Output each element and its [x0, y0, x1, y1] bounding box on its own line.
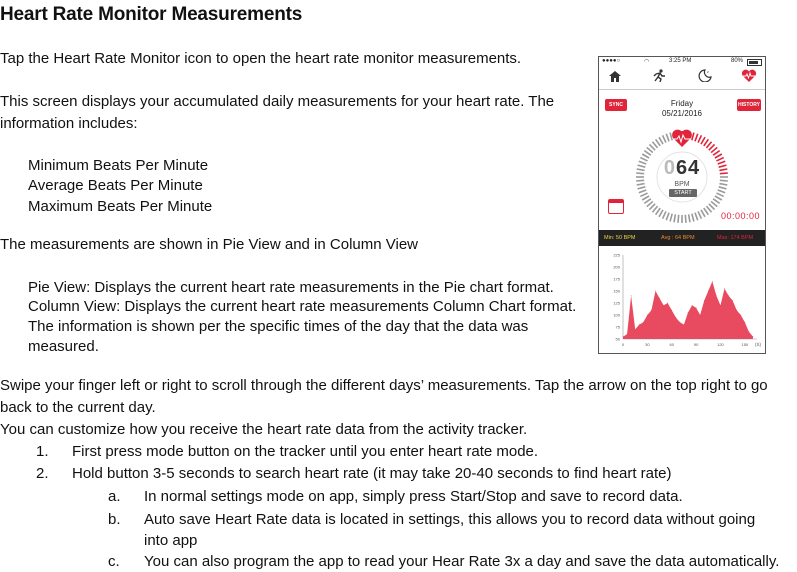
screen-description-line-1: This screen displays your accumulated daily measurements for your heart rate. The — [0, 93, 555, 110]
heart-rate-number: 64 — [675, 157, 701, 179]
dial-tick — [652, 142, 657, 148]
x-tick-label: 60 — [669, 342, 674, 347]
dial-tick — [666, 213, 669, 221]
status-time: 3:25 PM — [669, 58, 692, 64]
dial-tick — [649, 144, 655, 150]
dial-tick — [704, 208, 709, 215]
avg-bpm: Avg : 64 BPM — [661, 235, 695, 241]
customize-text: You can customize how you receive the heart rate data from the activity tracker. — [0, 421, 528, 438]
heart-rate-point — [671, 310, 672, 311]
timer-display: 00:00:00 — [720, 211, 760, 221]
y-tick-label: 125 — [613, 300, 620, 306]
heart-rate-point — [748, 331, 749, 332]
y-tick-label: 75 — [615, 324, 620, 330]
substep-text: In normal settings mode on app, simply press Start/Stop and save to record data. — [144, 488, 683, 505]
dial-tick — [637, 169, 645, 170]
x-tick-label: 30 — [645, 342, 650, 347]
dial-tick — [640, 193, 647, 196]
dial-tick — [716, 193, 723, 196]
dial-tick — [636, 180, 644, 181]
dial-tick — [640, 158, 647, 161]
dial-tick — [713, 151, 720, 156]
substep-text: Auto save Heart Rate data is located in settings, this allows you to record data without going — [144, 511, 756, 528]
dial-tick — [698, 211, 701, 218]
y-tick-label: 225 — [613, 252, 620, 258]
dial-tick — [706, 142, 711, 148]
heart-rate-point — [659, 298, 660, 299]
metric-average: Average Beats Per Minute — [28, 177, 203, 194]
swipe-text-1: Swipe your finger left or right to scroll through the different days’ measurements. Tap the arrow on the top right to go — [0, 377, 768, 394]
dial-tick — [663, 135, 666, 142]
dial-tick — [706, 206, 711, 212]
dial-tick — [711, 201, 717, 206]
dial-tick — [642, 154, 649, 158]
heart-rate-point — [679, 322, 680, 323]
dial-tick — [713, 199, 720, 204]
dial-tick — [709, 144, 715, 150]
heart-rate-point — [688, 312, 689, 313]
dial-tick — [719, 169, 727, 170]
pie-view-text: Pie View: Displays the current heart rate measurements in the Pie chart format. — [28, 279, 554, 296]
substep-text-continued: into app — [144, 532, 198, 549]
y-tick-label: 50 — [615, 336, 620, 342]
dial-tick — [720, 180, 728, 181]
dial-tick — [719, 165, 727, 167]
heart-rate-point — [627, 334, 628, 335]
dial-tick — [649, 204, 655, 210]
svg-text:z: z — [707, 70, 709, 74]
dial-tick — [715, 154, 722, 158]
heart-rate-point — [643, 322, 644, 323]
start-button[interactable]: START — [669, 189, 697, 197]
substep-text: You can also program the app to read your Hear Rate 3x a day and save the data automatically. — [144, 553, 780, 570]
heart-rate-leading-zero: 0 — [663, 157, 676, 179]
heart-rate-chart — [599, 247, 765, 353]
dial-tick — [647, 201, 653, 206]
day-name: Friday — [670, 99, 694, 108]
dial-tick — [704, 139, 709, 146]
heart-rate-point — [675, 317, 676, 318]
substep-letter: c. — [108, 553, 120, 570]
column-view-text-3: measured. — [28, 338, 99, 355]
heart-rate-point — [736, 310, 737, 311]
min-bpm: Min: 50 BPM — [604, 235, 636, 241]
y-tick-label: 100 — [613, 312, 620, 318]
x-tick-label: 0 — [621, 342, 625, 347]
heart-rate-point — [635, 329, 636, 330]
step-number: 1. — [36, 443, 49, 460]
dial-tick — [670, 214, 672, 222]
dial-tick — [656, 139, 661, 146]
column-view-text-2: The information is shown per the specific times of the day that the data was — [28, 318, 529, 335]
x-tick-label: 120 — [717, 342, 724, 347]
dial-tick — [637, 184, 645, 185]
views-intro: The measurements are shown in Pie View and in Column View — [0, 236, 418, 253]
substep-letter: b. — [108, 511, 121, 528]
heart-rate-point — [716, 295, 717, 296]
heart-rate-point — [651, 310, 652, 311]
date-text: 05/21/2016 — [661, 109, 703, 118]
heart-rate-point — [639, 324, 640, 325]
heart-rate-point — [700, 315, 701, 316]
heart-rate-point — [712, 281, 713, 282]
dial-tick — [670, 133, 672, 141]
y-tick-label: 150 — [613, 288, 620, 294]
heart-rate-point — [720, 305, 721, 306]
dial-tick — [701, 210, 705, 217]
dial-tick — [636, 173, 644, 174]
heart-rate-point — [684, 324, 685, 325]
screen-description-line-2: information includes: — [0, 115, 138, 132]
heart-rate-point — [667, 303, 668, 304]
dial-tick — [720, 173, 728, 174]
dial-tick — [718, 190, 726, 193]
dial-tick — [656, 208, 661, 215]
dial-tick — [718, 161, 726, 164]
dial-tick — [698, 135, 701, 142]
dial-tick — [716, 158, 723, 161]
dial-tick — [663, 211, 666, 218]
dial-tick — [689, 214, 690, 222]
dial-tick — [719, 187, 727, 189]
step-text: First press mode button on the tracker until you enter heart rate mode. — [72, 443, 539, 460]
heart-rate-point — [708, 291, 709, 292]
step-number: 2. — [36, 465, 49, 482]
metric-minimum: Minimum Beats Per Minute — [28, 157, 209, 174]
heart-rate-point — [655, 291, 656, 292]
heart-rate-point — [696, 307, 697, 308]
dial-tick — [674, 214, 675, 222]
dial-tick — [666, 134, 669, 142]
substep-letter: a. — [108, 488, 121, 505]
y-tick-label: 175 — [613, 276, 620, 282]
calendar-icon[interactable] — [608, 199, 624, 214]
heart-rate-point — [647, 315, 648, 316]
heart-rate-point — [663, 305, 664, 306]
x-axis-label: (S) — [755, 342, 761, 347]
history-button[interactable]: HISTORY — [737, 99, 761, 111]
y-tick-label: 200 — [613, 264, 620, 270]
column-view-text-1: Column View: Displays the current heart rate measurements Column Chart format. — [28, 298, 577, 315]
dial-tick — [719, 184, 727, 185]
heart-rate-point — [753, 336, 754, 337]
carrier-signal: ●●●●○ — [602, 58, 621, 64]
dial-tick — [638, 187, 646, 189]
page-title: Heart Rate Monitor Measurements — [0, 4, 303, 25]
dial-tick — [659, 137, 663, 144]
metric-maximum: Maximum Beats Per Minute — [28, 198, 213, 215]
heart-rate-point — [704, 300, 705, 301]
dial-tick — [695, 134, 698, 142]
sync-button[interactable]: SYNC — [605, 99, 627, 111]
dial-tick — [711, 147, 717, 152]
heart-rate-point — [631, 295, 632, 296]
heart-rate-point — [744, 322, 745, 323]
bpm-label: BPM — [674, 181, 690, 188]
dial-tick — [644, 199, 651, 204]
dial-tick — [659, 210, 663, 217]
x-tick-label: 90 — [693, 342, 699, 347]
heart-rate-point — [692, 305, 693, 306]
battery-percent: 80% — [731, 58, 744, 64]
dial-tick — [709, 204, 715, 210]
intro-text: Tap the Heart Rate Monitor icon to open the heart rate monitor measurements. — [0, 50, 522, 67]
phone-screenshot — [598, 56, 766, 354]
step-text: Hold button 3-5 seconds to search heart rate (it may take 20-40 seconds to find heart rate) — [72, 465, 672, 482]
dial-tick — [639, 190, 647, 193]
heart-rate-value — [657, 157, 707, 180]
dial-tick — [639, 161, 647, 164]
dial-tick — [638, 165, 646, 167]
dial-tick — [715, 196, 722, 200]
dial-tick — [678, 215, 679, 223]
wifi-icon: ◠ — [644, 59, 650, 65]
dial-tick — [647, 147, 653, 152]
dial-tick — [644, 151, 651, 156]
heart-rate-point — [740, 315, 741, 316]
bpm-summary-strip — [599, 230, 765, 246]
heart-rate-area — [623, 281, 753, 339]
max-bpm: Max: 174 BPM — [717, 235, 754, 241]
heart-rate-point — [728, 295, 729, 296]
dial-tick — [652, 206, 657, 212]
swipe-text-2: back to the current day. — [0, 399, 156, 416]
dial-heart-icon — [672, 130, 692, 147]
heart-rate-point — [732, 300, 733, 301]
dial-tick — [692, 133, 694, 141]
dial-tick — [685, 215, 686, 223]
heart-rate-point — [623, 336, 624, 337]
dial-tick — [642, 196, 649, 200]
dial-tick — [692, 214, 694, 222]
dial-tick — [701, 137, 705, 144]
x-tick-label: 150 — [741, 342, 749, 347]
heart-rate-point — [724, 288, 725, 289]
dial-tick — [695, 213, 698, 221]
